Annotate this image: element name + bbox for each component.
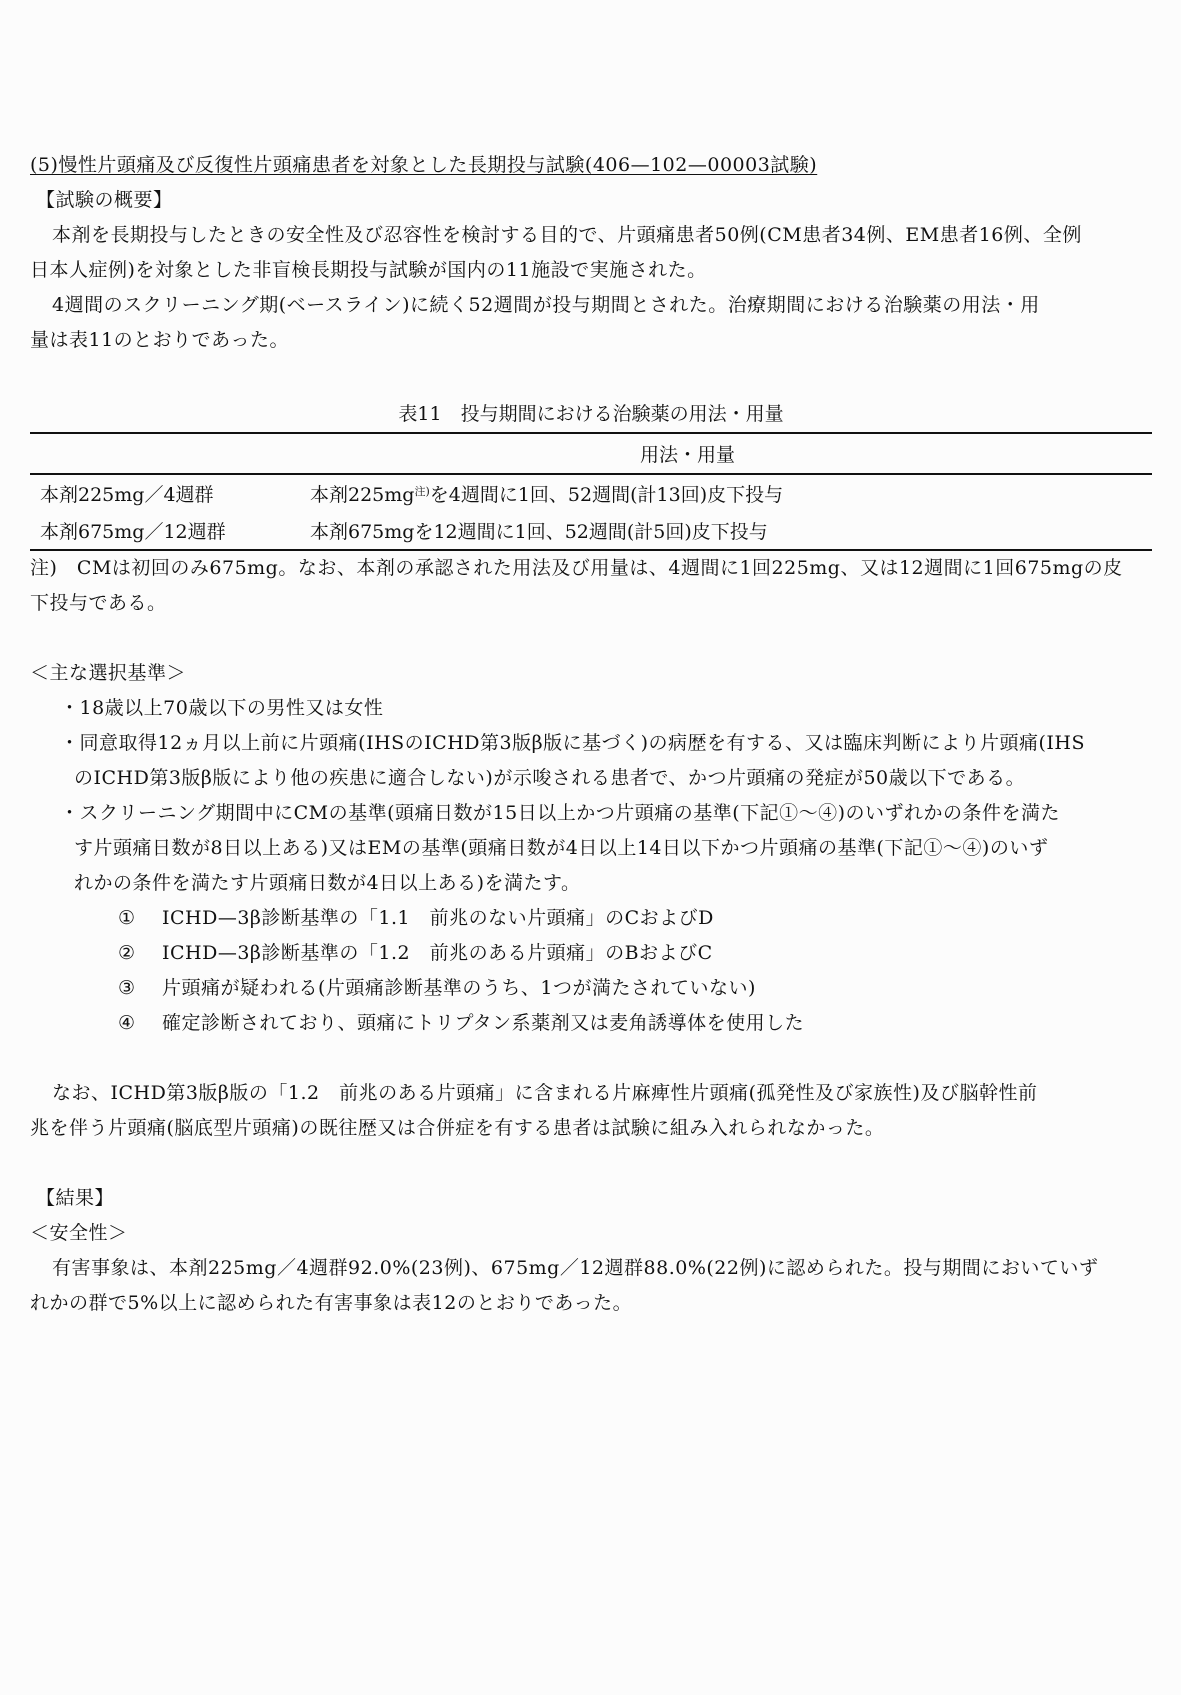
- safety-line-1: 有害事象は、本剤225mg／4週群92.0%(23例)、675mg／12週群88.0%(22例)に認められた。投与期間においていず: [52, 1257, 1099, 1279]
- criteria-bullet-3-cont: す片頭痛日数が8日以上ある)又はEMの基準(頭痛日数が4日以上14日以下かつ片頭痛の基準(下記①～④)のいず: [74, 837, 1049, 859]
- criteria-numbered-item: [30, 901, 1152, 936]
- table-cell-dosage: [310, 512, 1152, 550]
- criteria-numbered-item: [30, 1006, 1152, 1041]
- item-number: ①: [118, 907, 136, 929]
- table-footnote-line-2: 下投与である。: [30, 592, 167, 614]
- criteria-bullet-2: ・同意取得12ヵ月以上前に片頭痛(IHSのICHD第3版β版に基づく)の病歴を有する、又は臨床判断により片頭痛(IHS: [60, 732, 1086, 754]
- item-number: ②: [118, 942, 136, 964]
- safety-heading: ＜安全性＞: [30, 1222, 128, 1244]
- table-11: [30, 432, 1152, 551]
- criteria-bullet-1: ・18歳以上70歳以下の男性又は女性: [60, 697, 384, 719]
- dosage-text: 本剤675mgを12週間に1回、52週間(計5回)皮下投与: [310, 521, 768, 543]
- criteria-numbered-item: [30, 971, 1152, 1006]
- item-text: 確定診断されており、頭痛にトリプタン系薬剤又は麦角誘導体を使用した: [162, 1012, 805, 1034]
- document-page: [30, 148, 1152, 1321]
- table-header-group: [30, 433, 310, 474]
- criteria-heading: ＜主な選択基準＞: [30, 662, 187, 684]
- item-text: ICHD—3β診断基準の「1.1 前兆のない片頭痛」のCおよびD: [162, 907, 714, 929]
- criteria-bullet-2-cont: のICHD第3版β版により他の疾患に適合しない)が示唆される患者で、かつ片頭痛の発症が50歳以下である。: [74, 767, 1026, 789]
- overview-paragraph-2-line-1: 4週間のスクリーニング期(ベースライン)に続く52週間が投与期間とされた。治療期間における治験薬の用法・用: [52, 294, 1040, 316]
- spacer: [30, 1146, 1152, 1181]
- exclusion-line-1: なお、ICHD第3版β版の「1.2 前兆のある片頭痛」に含まれる片麻痺性片頭痛(孤発性及び家族性)及び脳幹性前: [52, 1082, 1038, 1104]
- results-heading: 【結果】: [36, 1187, 115, 1209]
- table-cell-group: 本剤225mg／4週群: [40, 484, 214, 506]
- item-number: ③: [118, 977, 136, 999]
- table-11-caption: 表11 投与期間における治験薬の用法・用量: [398, 403, 784, 425]
- table-cell-dosage: [310, 474, 1152, 512]
- section-title: (5)慢性片頭痛及び反復性片頭痛患者を対象とした長期投与試験(406—102—00003試験): [30, 154, 818, 176]
- overview-heading: 【試験の概要】: [36, 189, 173, 211]
- criteria-numbered-item: [30, 936, 1152, 971]
- table-cell-group: 本剤675mg／12週群: [30, 512, 310, 550]
- table-footnote-line-1: 注) CMは初回のみ675mg。なお、本剤の承認された用法及び用量は、4週間に1回225mg、又は12週間に1回675mgの皮: [30, 557, 1123, 579]
- overview-paragraph-1-line-1: 本剤を長期投与したときの安全性及び忍容性を検討する目的で、片頭痛患者50例(CM患者34例、EM患者16例、全例: [52, 224, 1082, 246]
- overview-paragraph-1-line-2: 日本人症例)を対象とした非盲検長期投与試験が国内の11施設で実施された。: [30, 259, 707, 281]
- exclusion-line-2: 兆を伴う片頭痛(脳底型片頭痛)の既往歴又は合併症を有する患者は試験に組み入れられなかった。: [30, 1117, 885, 1139]
- overview-paragraph-2-line-2: 量は表11のとおりであった。: [30, 329, 289, 351]
- table-row: [30, 512, 1152, 550]
- safety-line-2: れかの群で5%以上に認められた有害事象は表12のとおりであった。: [30, 1292, 633, 1314]
- criteria-bullet-3: ・スクリーニング期間中にCMの基準(頭痛日数が15日以上かつ片頭痛の基準(下記①～④)のいずれかの条件を満た: [60, 802, 1061, 824]
- item-number: ④: [118, 1012, 136, 1034]
- footnote-marker: 注): [414, 485, 430, 498]
- criteria-bullet-3-cont: れかの条件を満たす片頭痛日数が4日以上ある)を満たす。: [74, 872, 581, 894]
- item-text: 片頭痛が疑われる(片頭痛診断基準のうち、1つが満たされていない): [162, 977, 756, 999]
- spacer: [30, 621, 1152, 656]
- item-text: ICHD—3β診断基準の「1.2 前兆のある片頭痛」のBおよびC: [162, 942, 713, 964]
- table-header-row: [30, 433, 1152, 474]
- spacer: [30, 1041, 1152, 1076]
- spacer: [30, 358, 1152, 393]
- table-header-dosage: 用法・用量: [310, 433, 1152, 474]
- table-row: [30, 474, 1152, 512]
- dosage-text-cont: を4週間に1回、52週間(計13回)皮下投与: [429, 484, 784, 506]
- dosage-text: 本剤225mg: [310, 484, 415, 506]
